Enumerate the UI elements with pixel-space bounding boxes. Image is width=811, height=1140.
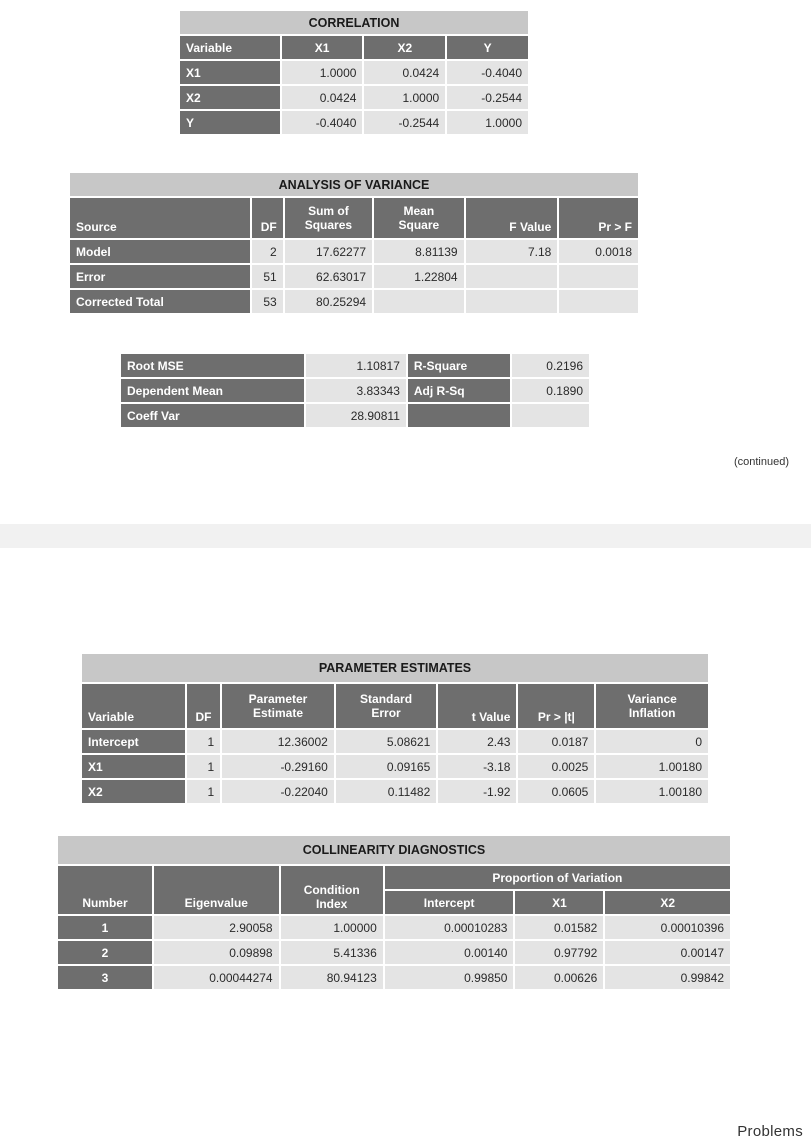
cell: 1.00180 xyxy=(596,780,708,803)
parameter-estimates-title: PARAMETER ESTIMATES xyxy=(82,654,708,682)
collinearity-header-intercept: Intercept xyxy=(385,891,514,914)
params-header-pr-t: Pr > |t| xyxy=(518,684,594,728)
collinearity-title: COLLINEARITY DIAGNOSTICS xyxy=(58,836,730,864)
cell: 0.00010283 xyxy=(385,916,514,939)
parameter-estimates-table xyxy=(80,652,710,805)
anova-header-df: DF xyxy=(252,198,283,238)
correlation-header-variable: Variable xyxy=(180,36,280,59)
cell: 0.00626 xyxy=(515,966,603,989)
cell: 0.09898 xyxy=(154,941,279,964)
row-label: Corrected Total xyxy=(70,290,250,313)
cell: 0.00010396 xyxy=(605,916,730,939)
cell: 0.00147 xyxy=(605,941,730,964)
header-line: Parameter xyxy=(248,692,308,706)
header-line: Index xyxy=(316,897,348,911)
table-row xyxy=(180,61,528,84)
header-line: Inflation xyxy=(628,706,676,720)
cell: 5.41336 xyxy=(281,941,383,964)
row-label: Intercept xyxy=(82,730,185,753)
collinearity-header-x1: X1 xyxy=(515,891,603,914)
continued-note: (continued) xyxy=(733,456,789,468)
page-gutter xyxy=(0,524,811,548)
correlation-title: CORRELATION xyxy=(180,11,528,34)
cell xyxy=(466,265,558,288)
table-row xyxy=(70,290,638,313)
cell: 28.90811 xyxy=(306,404,406,427)
table-row xyxy=(70,265,638,288)
cell: 1.00180 xyxy=(596,755,708,778)
header-line: Mean xyxy=(403,204,435,218)
anova-header-sum-of-squares xyxy=(285,198,372,238)
row-label xyxy=(408,404,510,427)
table-row xyxy=(82,730,708,753)
table-row xyxy=(121,354,589,377)
cell: 0.11482 xyxy=(336,780,436,803)
row-label: X2 xyxy=(180,86,280,109)
params-header-t-value: t Value xyxy=(438,684,516,728)
cell: 62.63017 xyxy=(285,265,372,288)
header-line: Square xyxy=(398,218,440,232)
cell: -3.18 xyxy=(438,755,516,778)
cell: 0.0424 xyxy=(282,86,363,109)
collinearity-header-condition-index xyxy=(281,866,383,914)
correlation-header-y: Y xyxy=(447,36,528,59)
cell xyxy=(512,404,589,427)
header-line: Squares xyxy=(304,218,353,232)
params-header-standard-error xyxy=(336,684,436,728)
cell: 2.43 xyxy=(438,730,516,753)
collinearity-diagnostics-table xyxy=(56,834,732,991)
row-label: Coeff Var xyxy=(121,404,304,427)
cell: -0.29160 xyxy=(222,755,334,778)
cell: 1.22804 xyxy=(374,265,464,288)
cell: -1.92 xyxy=(438,780,516,803)
row-label: X2 xyxy=(82,780,185,803)
cell xyxy=(374,290,464,313)
row-label: 3 xyxy=(58,966,152,989)
cell: 1 xyxy=(187,730,220,753)
cell: 1.00000 xyxy=(281,916,383,939)
cell: -0.22040 xyxy=(222,780,334,803)
cell: 0.00140 xyxy=(385,941,514,964)
cell: 51 xyxy=(252,265,283,288)
cell: 0.0018 xyxy=(559,240,638,263)
cell: 0.00044274 xyxy=(154,966,279,989)
cell xyxy=(559,265,638,288)
cell: 0.01582 xyxy=(515,916,603,939)
header-line: Standard xyxy=(360,692,413,706)
params-header-variance-inflation xyxy=(596,684,708,728)
cell: 2.90058 xyxy=(154,916,279,939)
cell: -0.4040 xyxy=(282,111,363,134)
page-top xyxy=(0,0,811,524)
anova-header-pr-f: Pr > F xyxy=(559,198,638,238)
params-header-variable: Variable xyxy=(82,684,185,728)
table-row xyxy=(121,404,589,427)
correlation-header-x1: X1 xyxy=(282,36,363,59)
cell: 12.36002 xyxy=(222,730,334,753)
collinearity-header-proportion: Proportion of Variation xyxy=(385,866,730,889)
row-label: Model xyxy=(70,240,250,263)
cell: 0.97792 xyxy=(515,941,603,964)
cell: 0.99850 xyxy=(385,966,514,989)
collinearity-header-number: Number xyxy=(58,866,152,914)
cell: 1.0000 xyxy=(282,61,363,84)
params-header-parameter-estimate xyxy=(222,684,334,728)
row-label: Error xyxy=(70,265,250,288)
table-row xyxy=(82,780,708,803)
cell: 8.81139 xyxy=(374,240,464,263)
table-row xyxy=(70,240,638,263)
cell: 2 xyxy=(252,240,283,263)
cell: 0.0187 xyxy=(518,730,594,753)
row-label: 1 xyxy=(58,916,152,939)
cell: 1.0000 xyxy=(447,111,528,134)
header-line: Sum of xyxy=(308,204,349,218)
cell: -0.2544 xyxy=(364,111,445,134)
row-label: 2 xyxy=(58,941,152,964)
cell: 0 xyxy=(596,730,708,753)
fit-statistics-table xyxy=(119,352,591,429)
cell: 1 xyxy=(187,755,220,778)
cell: 3.83343 xyxy=(306,379,406,402)
anova-header-mean-square xyxy=(374,198,464,238)
row-label: Y xyxy=(180,111,280,134)
page-bottom xyxy=(0,548,811,1140)
cell: 0.0025 xyxy=(518,755,594,778)
correlation-table xyxy=(178,9,530,136)
cell xyxy=(466,290,558,313)
cell: 0.99842 xyxy=(605,966,730,989)
collinearity-header-eigenvalue: Eigenvalue xyxy=(154,866,279,914)
collinearity-header-x2: X2 xyxy=(605,891,730,914)
cell: -0.2544 xyxy=(447,86,528,109)
anova-title: ANALYSIS OF VARIANCE xyxy=(70,173,638,196)
cell: 1.10817 xyxy=(306,354,406,377)
cell: 0.1890 xyxy=(512,379,589,402)
params-header-df: DF xyxy=(187,684,220,728)
cell: 17.62277 xyxy=(285,240,372,263)
cell: 53 xyxy=(252,290,283,313)
cell: 80.25294 xyxy=(285,290,372,313)
header-line: Variance xyxy=(627,692,677,706)
row-label: Root MSE xyxy=(121,354,304,377)
cell: -0.4040 xyxy=(447,61,528,84)
page-header-problems: Problems xyxy=(737,1123,803,1140)
anova-header-source: Source xyxy=(70,198,250,238)
cell: 0.0424 xyxy=(364,61,445,84)
anova-header-f-value: F Value xyxy=(466,198,558,238)
row-label: R-Square xyxy=(408,354,510,377)
anova-table xyxy=(68,171,640,315)
cell: 7.18 xyxy=(466,240,558,263)
table-row xyxy=(180,111,528,134)
header-line: Estimate xyxy=(252,706,304,720)
row-label: X1 xyxy=(180,61,280,84)
row-label: Dependent Mean xyxy=(121,379,304,402)
cell: 0.0605 xyxy=(518,780,594,803)
cell: 1.0000 xyxy=(364,86,445,109)
cell: 0.2196 xyxy=(512,354,589,377)
header-line: Condition xyxy=(303,883,360,897)
header-line: Error xyxy=(371,706,401,720)
table-row xyxy=(121,379,589,402)
table-row xyxy=(180,86,528,109)
cell: 1 xyxy=(187,780,220,803)
table-row xyxy=(82,755,708,778)
row-label: Adj R-Sq xyxy=(408,379,510,402)
cell: 0.09165 xyxy=(336,755,436,778)
cell: 80.94123 xyxy=(281,966,383,989)
table-row xyxy=(58,966,730,989)
row-label: X1 xyxy=(82,755,185,778)
table-row xyxy=(58,916,730,939)
correlation-header-x2: X2 xyxy=(364,36,445,59)
cell xyxy=(559,290,638,313)
table-row xyxy=(58,941,730,964)
cell: 5.08621 xyxy=(336,730,436,753)
